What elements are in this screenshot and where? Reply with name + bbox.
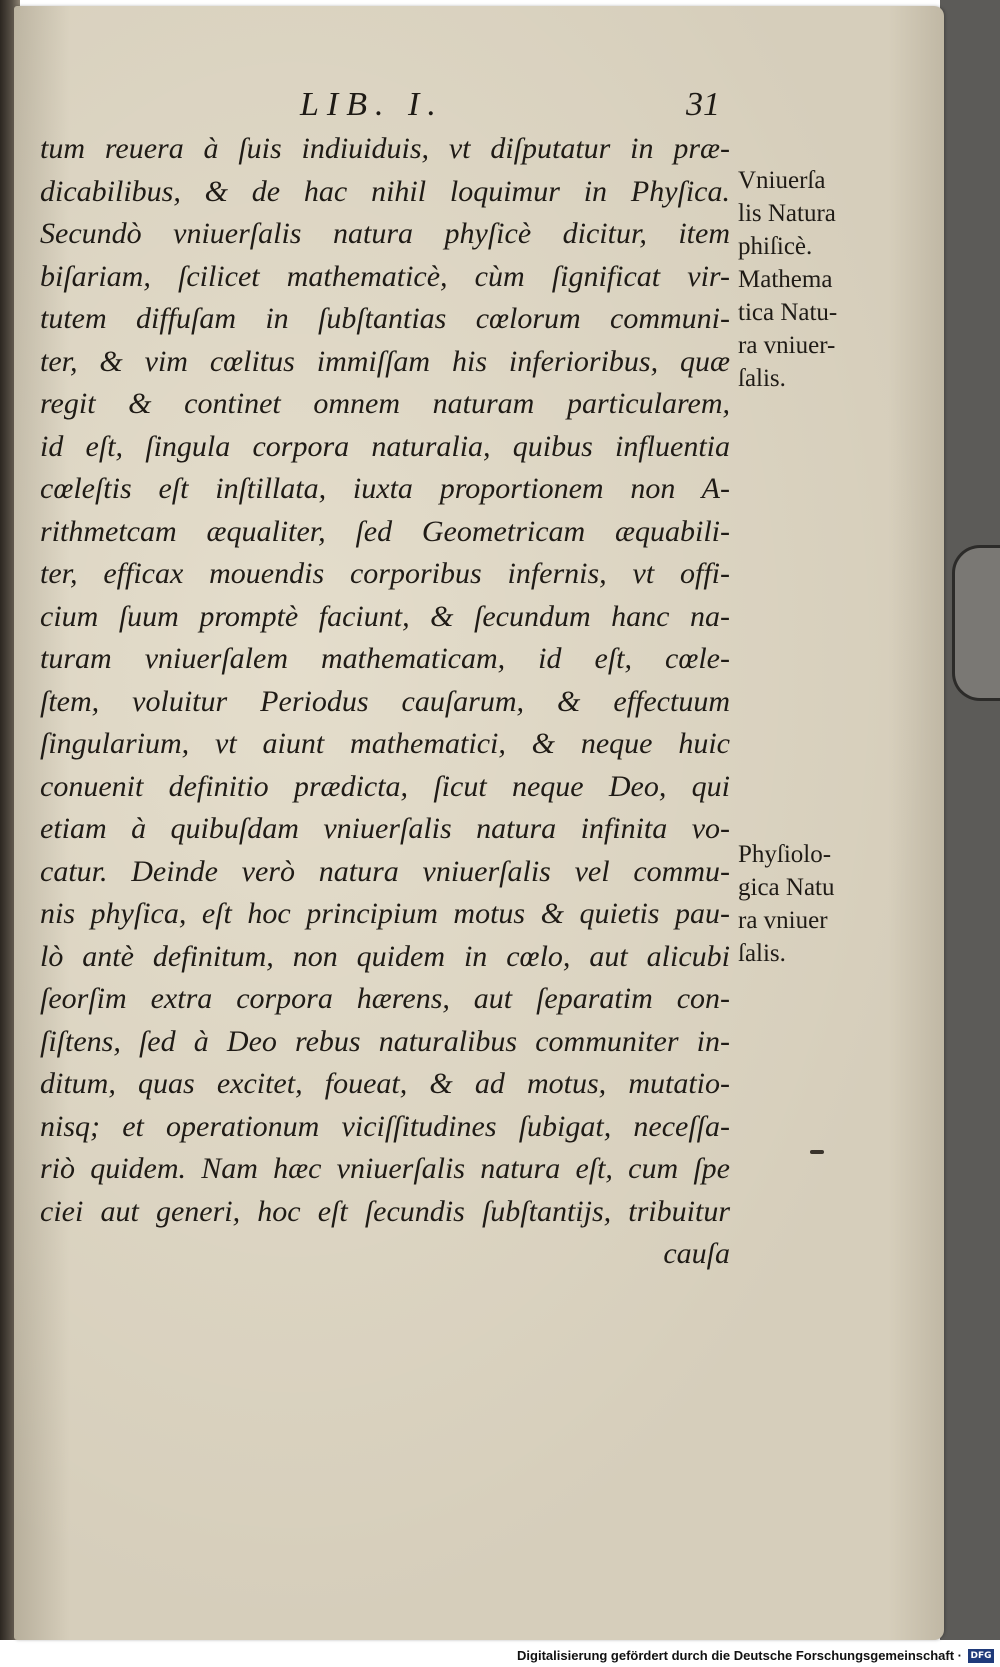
text-line: nisq; et operationum viciſſitudines ſubigat, neceſſa- xyxy=(40,1109,730,1143)
text-line: etiam à quibuſdam vniuerſalis natura infinita vo- xyxy=(40,812,730,845)
text-line: ſeorſim extra corpora hærens, aut ſeparatim con- xyxy=(40,982,730,1015)
text-line: Secundò vniuerſalis natura phyſicè dicitur, item xyxy=(40,217,730,250)
scan-backing-board xyxy=(940,0,1000,1640)
marginal-note-line: Mathema xyxy=(738,266,833,293)
marginal-note-line: tica Natu- xyxy=(738,299,838,326)
marginal-note-line: ra vniuer- xyxy=(738,332,836,359)
marginal-note-line: ra vniuer xyxy=(738,907,828,934)
text-line: rithmetcam æqualiter, ſed Geometricam æquabili- xyxy=(40,514,730,548)
running-head: LIB. I. xyxy=(300,86,444,123)
text-line: cœleſtis eſt inſtillata, iuxta proportionem non A- xyxy=(40,472,730,505)
text-line: conuenit definitio prædicta, ſicut neque Deo, qui xyxy=(40,769,730,803)
marginal-note-line: gica Natu xyxy=(738,874,835,901)
marginal-note-line: ſalis. xyxy=(738,365,786,392)
marginal-note-line: ſalis. xyxy=(738,940,786,967)
marginal-note xyxy=(738,838,898,970)
marginal-note-line: phiſicè. xyxy=(738,233,813,260)
text-line: ſtem, voluitur Periodus cauſarum, & effectuum xyxy=(40,684,730,718)
text-line: riò quidem. Nam hæc vniuerſalis natura eſt, cum ſpe xyxy=(40,1152,730,1185)
marginal-note-line: Vniuerſa xyxy=(738,167,826,194)
text-line: cium ſuum promptè faciunt, & ſecundum hanc na- xyxy=(40,599,730,633)
text-line: id eſt, ſingula corpora naturalia, quibus influentia xyxy=(40,429,730,463)
text-line: tum reuera à ſuis indiuiduis, vt diſputatur in præ- xyxy=(40,132,730,165)
catchword: cauſa xyxy=(663,1237,730,1270)
marginal-note-line: lis Natura xyxy=(738,200,836,227)
text-line: ciei aut generi, hoc eſt ſecundis ſubſtantijs, tribuitur xyxy=(40,1194,730,1228)
text-line: ſingularium, vt aiunt mathematici, & neque huic xyxy=(40,727,730,760)
text-line: ter, efficax mouendis corporibus infernis, vt offi- xyxy=(40,557,730,590)
funding-credit: Digitalisierung gefördert durch die Deutsche Forschungsgemeinschaft · xyxy=(517,1648,962,1663)
text-line: nis phyſica, eſt hoc principium motus & quietis pau- xyxy=(40,897,730,930)
page-clamp xyxy=(952,545,1000,701)
text-line: ditum, quas excitet, foueat, & ad motus, mutatio- xyxy=(40,1067,730,1100)
text-line: dicabilibus, & de hac nihil loquimur in Phyſica. xyxy=(40,174,730,208)
text-line: tutem diffuſam in ſubſtantias cœlorum communi- xyxy=(40,302,730,335)
text-line: regit & continet omnem naturam particularem, xyxy=(40,387,730,420)
text-line: turam vniuerſalem mathematicam, id eſt, cœle- xyxy=(40,642,730,675)
digitization-footer xyxy=(0,1646,1000,1667)
text-line: catur. Deinde verò natura vniuerſalis vel commu- xyxy=(40,854,730,888)
main-text-block xyxy=(30,128,730,1276)
text-line: biſariam, ſcilicet mathematicè, cùm ſignificat vir- xyxy=(40,259,730,293)
text-line: lò antè definitum, non quidem in cœlo, aut alicubi xyxy=(40,939,730,973)
page-number: 31 xyxy=(686,86,720,123)
margin-mark xyxy=(810,1150,824,1154)
text-line: ſiſtens, ſed à Deo rebus naturalibus communiter in- xyxy=(40,1024,730,1058)
marginal-note xyxy=(738,164,898,395)
marginal-note-line: Phyſiolo- xyxy=(738,841,832,868)
text-line: ter, & vim cœlitus immiſſam his inferioribus, quæ xyxy=(40,344,730,378)
dfg-logo-icon: DFG xyxy=(968,1649,994,1663)
